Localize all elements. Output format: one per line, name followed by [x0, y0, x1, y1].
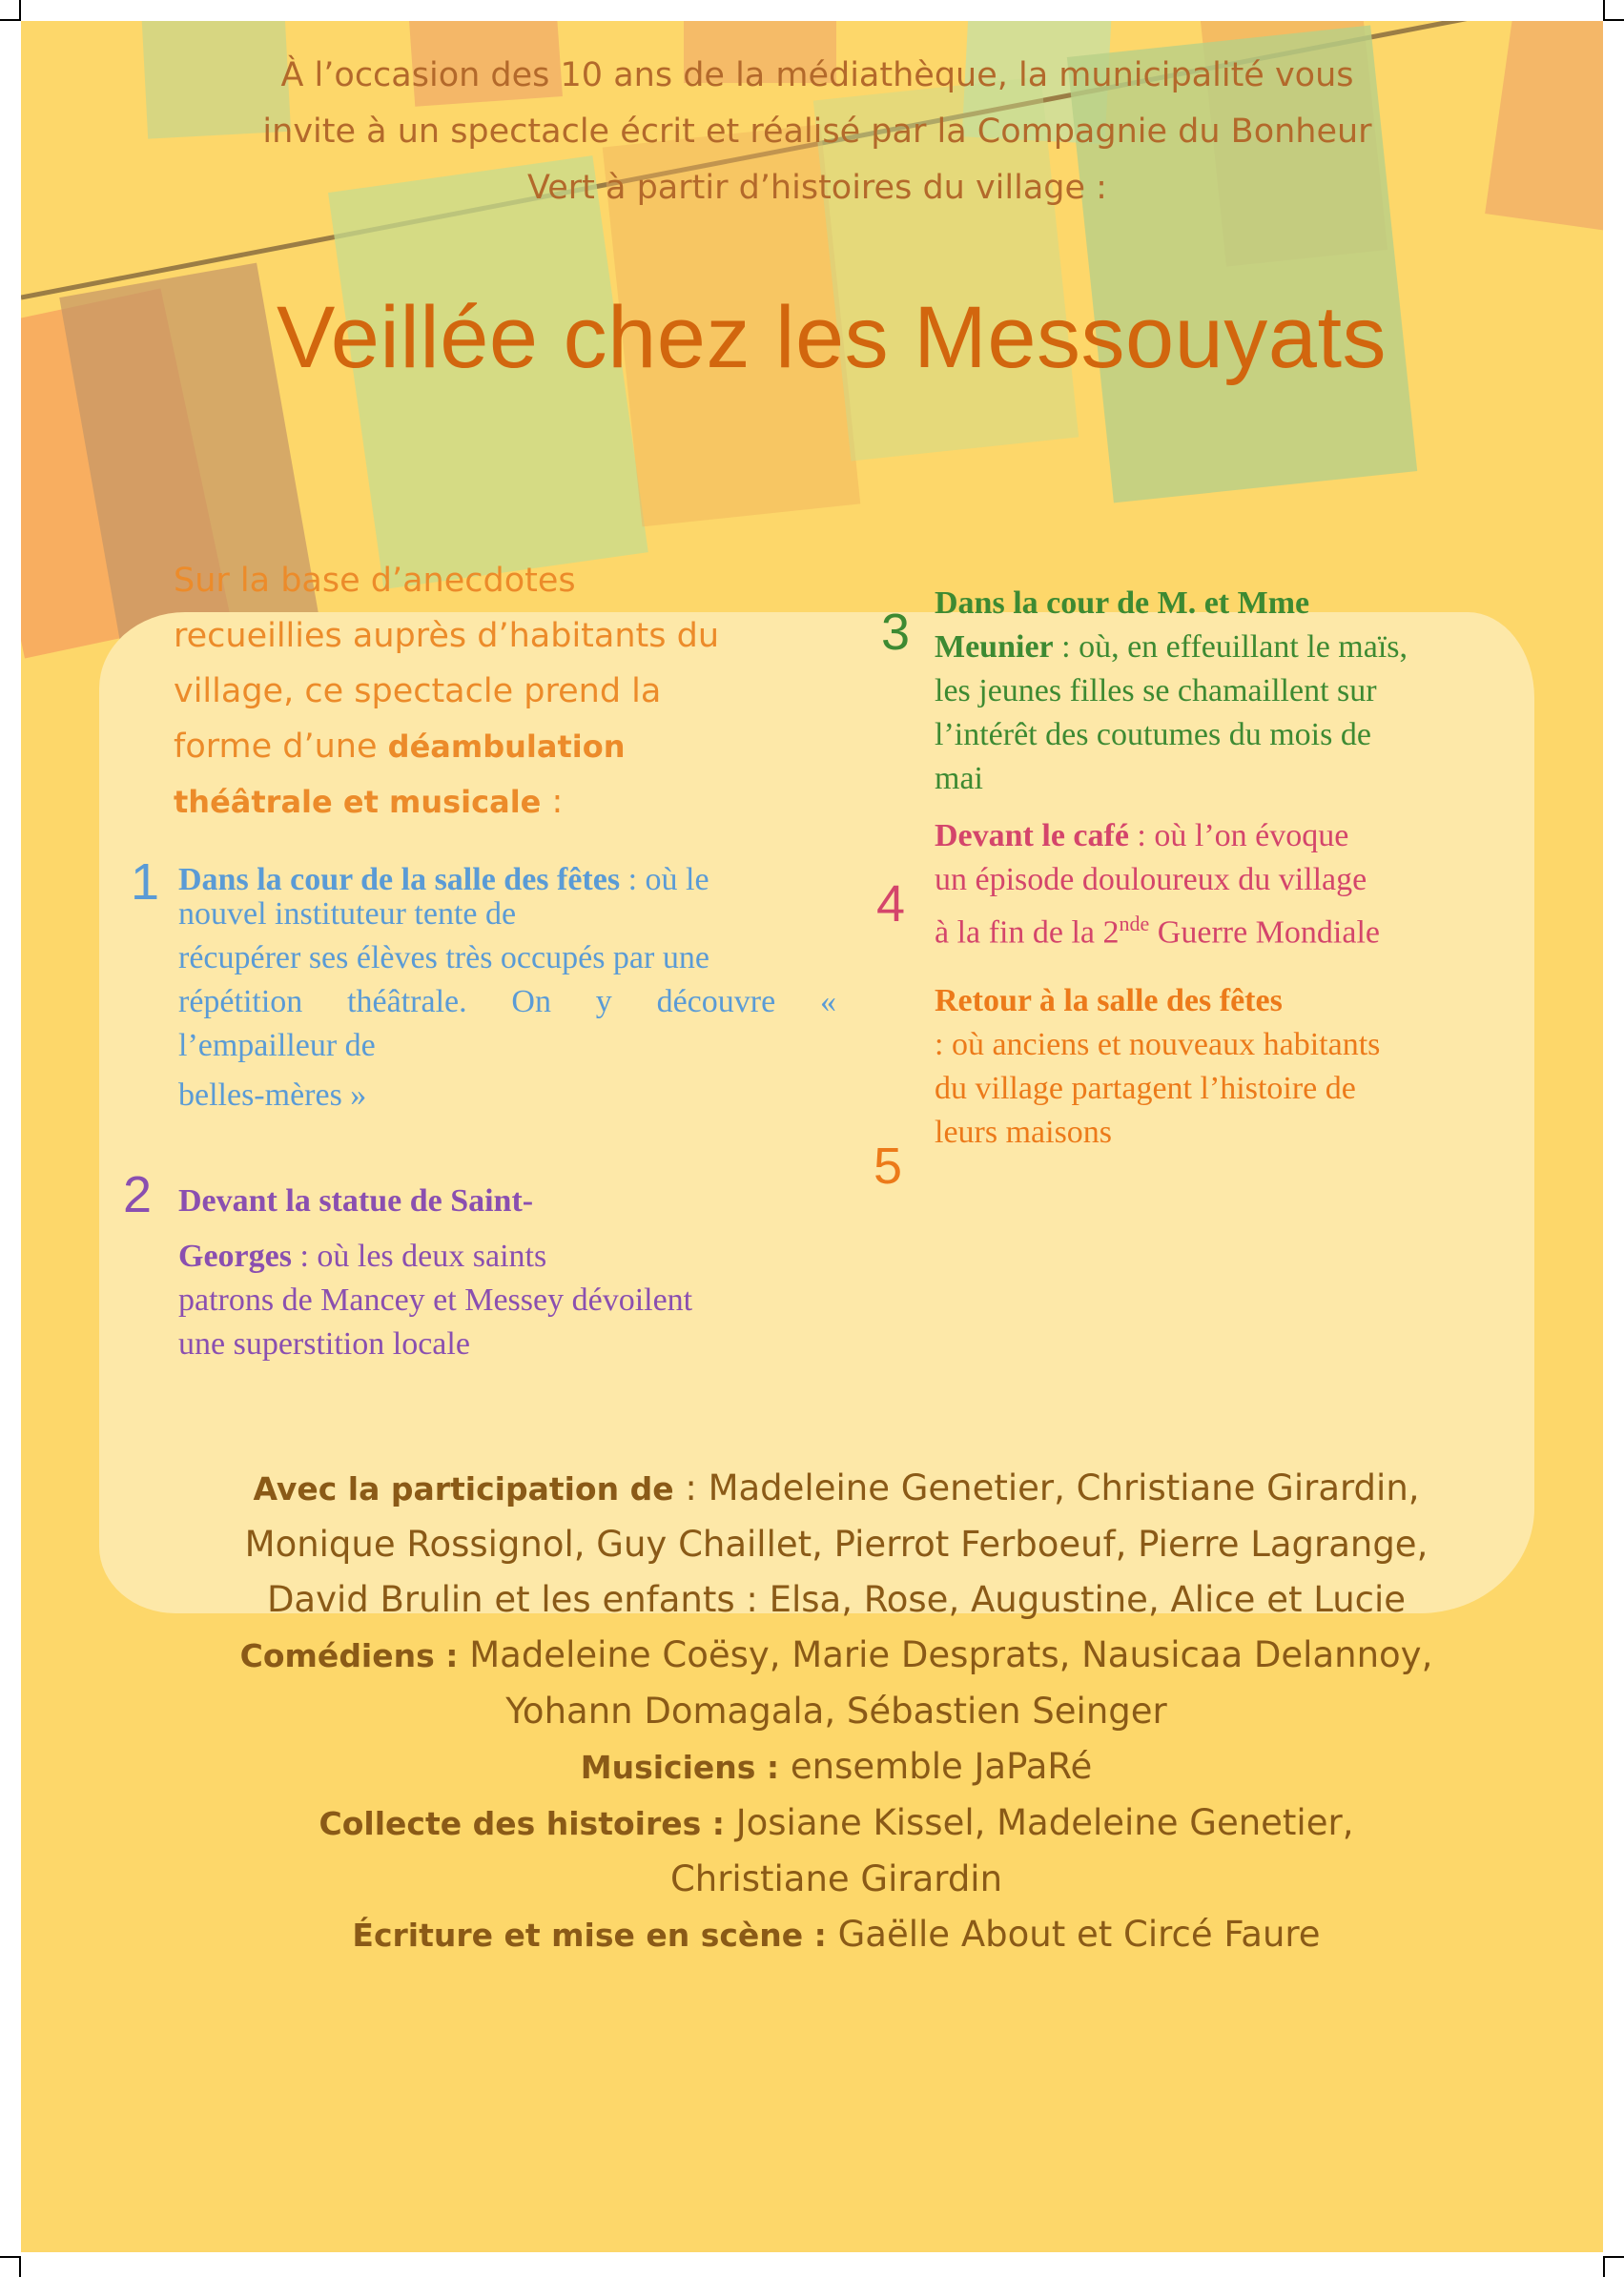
- stop-heading: Devant le café: [935, 818, 1129, 853]
- credit-text: ensemble JaPaRé: [790, 1746, 1093, 1787]
- stop-heading: Dans la cour de M. et Mme: [935, 585, 1310, 621]
- stop-text: : où, en effeuillant le maïs,: [1061, 629, 1408, 665]
- stop-heading: Dans la cour de la salle des fêtes: [178, 862, 621, 897]
- stop-text: du village partagent l’histoire de: [935, 1071, 1356, 1106]
- credit-text: David Brulin et les enfants : Elsa, Rose, Augustine, Alice et Lucie: [266, 1579, 1407, 1620]
- stop-text: belles-mères »: [178, 1077, 367, 1113]
- credit-label: Écriture et mise en scène :: [352, 1917, 827, 1954]
- stop-text: l’empailleur de: [178, 1028, 376, 1063]
- stop-text: l’intérêt des coutumes du mois de: [935, 717, 1371, 752]
- credit-text: Christiane Girardin: [669, 1858, 1003, 1899]
- stop-1: [178, 858, 836, 1118]
- stop-number-2: 2: [123, 1166, 153, 1223]
- lead-line: Sur la base d’anecdotes: [174, 562, 576, 600]
- stop-text: : où les deux saints: [299, 1239, 547, 1274]
- stop-heading: Retour à la salle des fêtes: [935, 983, 1283, 1018]
- stop-text: répétition théâtrale. On y découvre «: [178, 984, 836, 1019]
- credit-text: Yohann Domagala, Sébastien Seinger: [505, 1691, 1167, 1732]
- stop-text: : où le: [627, 862, 709, 897]
- crop-mark: [0, 2256, 21, 2277]
- stop-heading: Devant la statue de Saint-: [178, 1183, 534, 1219]
- flag: [1485, 21, 1603, 232]
- lead-line: recueillies auprès d’habitants du: [174, 617, 720, 655]
- stop-text: à la fin de la 2: [935, 914, 1120, 951]
- stop-text: Guerre Mondiale: [1149, 914, 1380, 951]
- lead-line: village, ce spectacle prend la: [174, 672, 662, 710]
- lead-paragraph: [174, 553, 841, 830]
- credit-text: Monique Rossignol, Guy Chaillet, Pierrot Ferboeuf, Pierre Lagrange,: [244, 1524, 1429, 1565]
- credit-text: Gaëlle About et Circé Faure: [837, 1914, 1321, 1955]
- intro-line: Vert à partir d’histoires du village :: [527, 169, 1107, 207]
- stop-number-3: 3: [881, 604, 911, 661]
- stop-4: [935, 814, 1526, 954]
- stop-text: une superstition locale: [178, 1326, 470, 1362]
- credit-label: Avec la participation de: [253, 1470, 674, 1508]
- lead-suffix: :: [551, 783, 564, 821]
- stop-3: [935, 582, 1526, 801]
- lead-line: forme d’une: [174, 728, 378, 766]
- intro-line: À l’occasion des 10 ans de la médiathèque, la municipalité vous: [280, 56, 1354, 94]
- stop-text: nouvel instituteur tente de: [178, 896, 517, 932]
- stop-5: [935, 979, 1526, 1155]
- credit-text: : Madeleine Genetier, Christiane Girardin,: [685, 1467, 1420, 1508]
- stop-text: mai: [935, 761, 983, 796]
- credit-text: Josiane Kissel, Madeleine Genetier,: [735, 1802, 1354, 1843]
- stop-2: [178, 1180, 836, 1366]
- stop-text: patrons de Mancey et Messey dévoilent: [178, 1282, 693, 1318]
- credit-label: Collecte des histoires :: [319, 1805, 725, 1842]
- credit-text: Madeleine Coësy, Marie Desprats, Nausicaa Delannoy,: [469, 1634, 1433, 1675]
- poster-page: [21, 21, 1603, 2252]
- stop-text: un épisode douloureux du village: [935, 862, 1367, 897]
- crop-mark: [0, 0, 21, 21]
- stop-number-4: 4: [876, 875, 906, 933]
- lead-bold: théâtrale et musicale: [174, 784, 542, 820]
- stop-text: leurs maisons: [935, 1115, 1113, 1150]
- stop-heading: Georges: [178, 1239, 292, 1274]
- superscript-text: nde: [1119, 912, 1150, 935]
- intro-line: invite à un spectacle écrit et réalisé par la Compagnie du Bonheur: [262, 113, 1372, 151]
- stop-text: les jeunes filles se chamaillent sur: [935, 673, 1377, 708]
- stop-text: : où l’on évoque: [1137, 818, 1349, 853]
- stop-text: récupérer ses élèves très occupés par une: [178, 940, 709, 975]
- page-title: Veillée chez les Messouyats: [276, 289, 1388, 386]
- lead-bold: déambulation: [387, 728, 626, 765]
- stop-heading: Meunier: [935, 629, 1054, 665]
- stop-number-1: 1: [131, 853, 160, 911]
- credit-label: Musiciens :: [580, 1749, 780, 1786]
- intro-text: [135, 48, 1499, 216]
- stop-number-5: 5: [874, 1138, 903, 1195]
- crop-mark: [1603, 0, 1624, 21]
- crop-mark: [1603, 2256, 1624, 2277]
- credits-section: [107, 1461, 1566, 1963]
- credit-label: Comédiens :: [239, 1637, 459, 1674]
- stop-text: : où anciens et nouveaux habitants: [935, 1027, 1381, 1062]
